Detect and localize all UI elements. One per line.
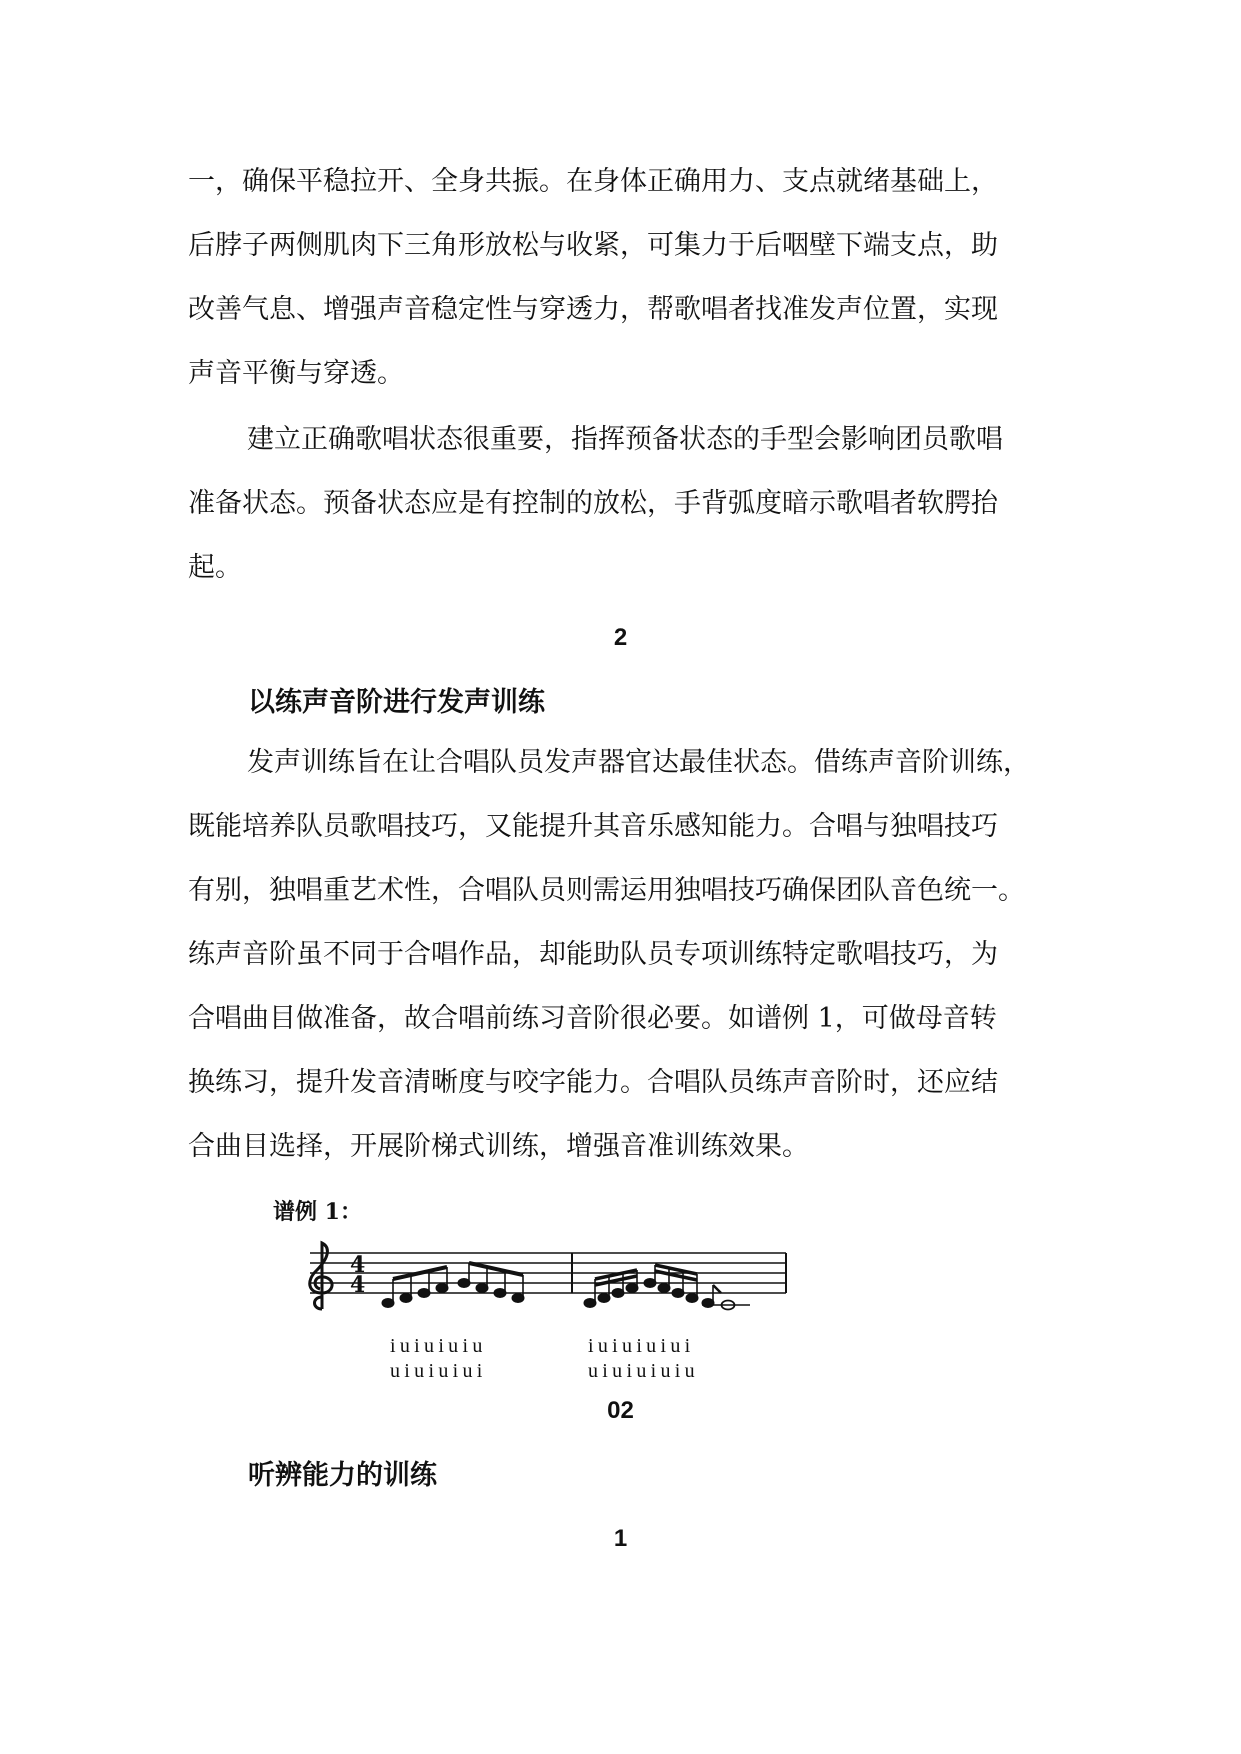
time-signature-bottom: 4 — [350, 1272, 366, 1298]
paragraph-2 — [188, 408, 1058, 600]
measure-2-notes — [584, 1265, 750, 1310]
measure-1-notes — [382, 1263, 524, 1308]
paragraph-3 — [188, 731, 1058, 1179]
paragraph-line: 既能培养队员歌唱技巧，又能提升其音乐感知能力。合唱与独唱技巧 — [188, 811, 998, 842]
lyrics-row2-measure2: uiuiuiuiu — [588, 1360, 699, 1382]
paragraph-line: 声音平衡与穿透。 — [188, 358, 404, 389]
paragraph-line: 后脖子两侧肌肉下三角形放松与收紧，可集力于后咽壁下端支点，助 — [188, 230, 998, 261]
note — [512, 1275, 524, 1303]
paragraph-line: 发声训练旨在让合唱队员发声器官达最佳状态。借练声音阶训练， — [247, 747, 1030, 778]
paragraph-1 — [188, 150, 1058, 406]
paragraph-line: 换练习，提升发音清晰度与咬字能力。合唱队员练声音阶时，还应结 — [188, 1067, 998, 1098]
lyrics-row2-measure1: uiuiuiui — [390, 1360, 487, 1382]
paragraph-line: 有别，独唱重艺术性，合唱队员则需运用独唱技巧确保团队音色统一。 — [188, 875, 1025, 906]
paragraph-line: 准备状态。预备状态应是有控制的放松，手背弧度暗示歌唱者软腭抬 — [188, 488, 998, 519]
paragraph-line: 建立正确歌唱状态很重要，指挥预备状态的手型会影响团员歌唱 — [247, 424, 1003, 455]
note — [400, 1275, 412, 1303]
paragraph-line: 合唱曲目做准备，故合唱前练习音阶很必要。如谱例 1，可做母音转 — [188, 1003, 997, 1034]
example-label: 谱例 1： — [273, 1199, 362, 1225]
time-signature-top: 4 — [350, 1252, 366, 1278]
section-heading: 以练声音阶进行发声训练 — [248, 687, 545, 718]
lyrics-row1-measure2: iuiuiuiui — [588, 1335, 695, 1357]
section-number: 2 — [613, 624, 628, 651]
section-number: 02 — [607, 1397, 634, 1424]
paragraph-line: 一，确保平稳拉开、全身共振。在身体正确用力、支点就绪基础上， — [188, 166, 998, 197]
section-number: 1 — [613, 1525, 628, 1552]
paragraph-line: 起。 — [188, 552, 242, 583]
paragraph-line: 合曲目选择，开展阶梯式训练，增强音准训练效果。 — [188, 1131, 809, 1162]
lyrics-row1-measure1: iuiuiuiu — [390, 1335, 487, 1357]
note — [494, 1271, 506, 1298]
note — [702, 1285, 721, 1308]
paragraph-line: 练声音阶虽不同于合唱作品，却能助队员专项训练特定歌唱技巧，为 — [188, 939, 998, 970]
note — [476, 1267, 488, 1293]
note — [458, 1263, 470, 1288]
music-score — [300, 1235, 800, 1335]
paragraph-line: 改善气息、增强声音稳定性与穿透力，帮歌唱者找准发声位置，实现 — [188, 294, 998, 325]
note — [644, 1265, 656, 1288]
note — [598, 1276, 610, 1303]
section-heading: 听辨能力的训练 — [248, 1460, 437, 1491]
